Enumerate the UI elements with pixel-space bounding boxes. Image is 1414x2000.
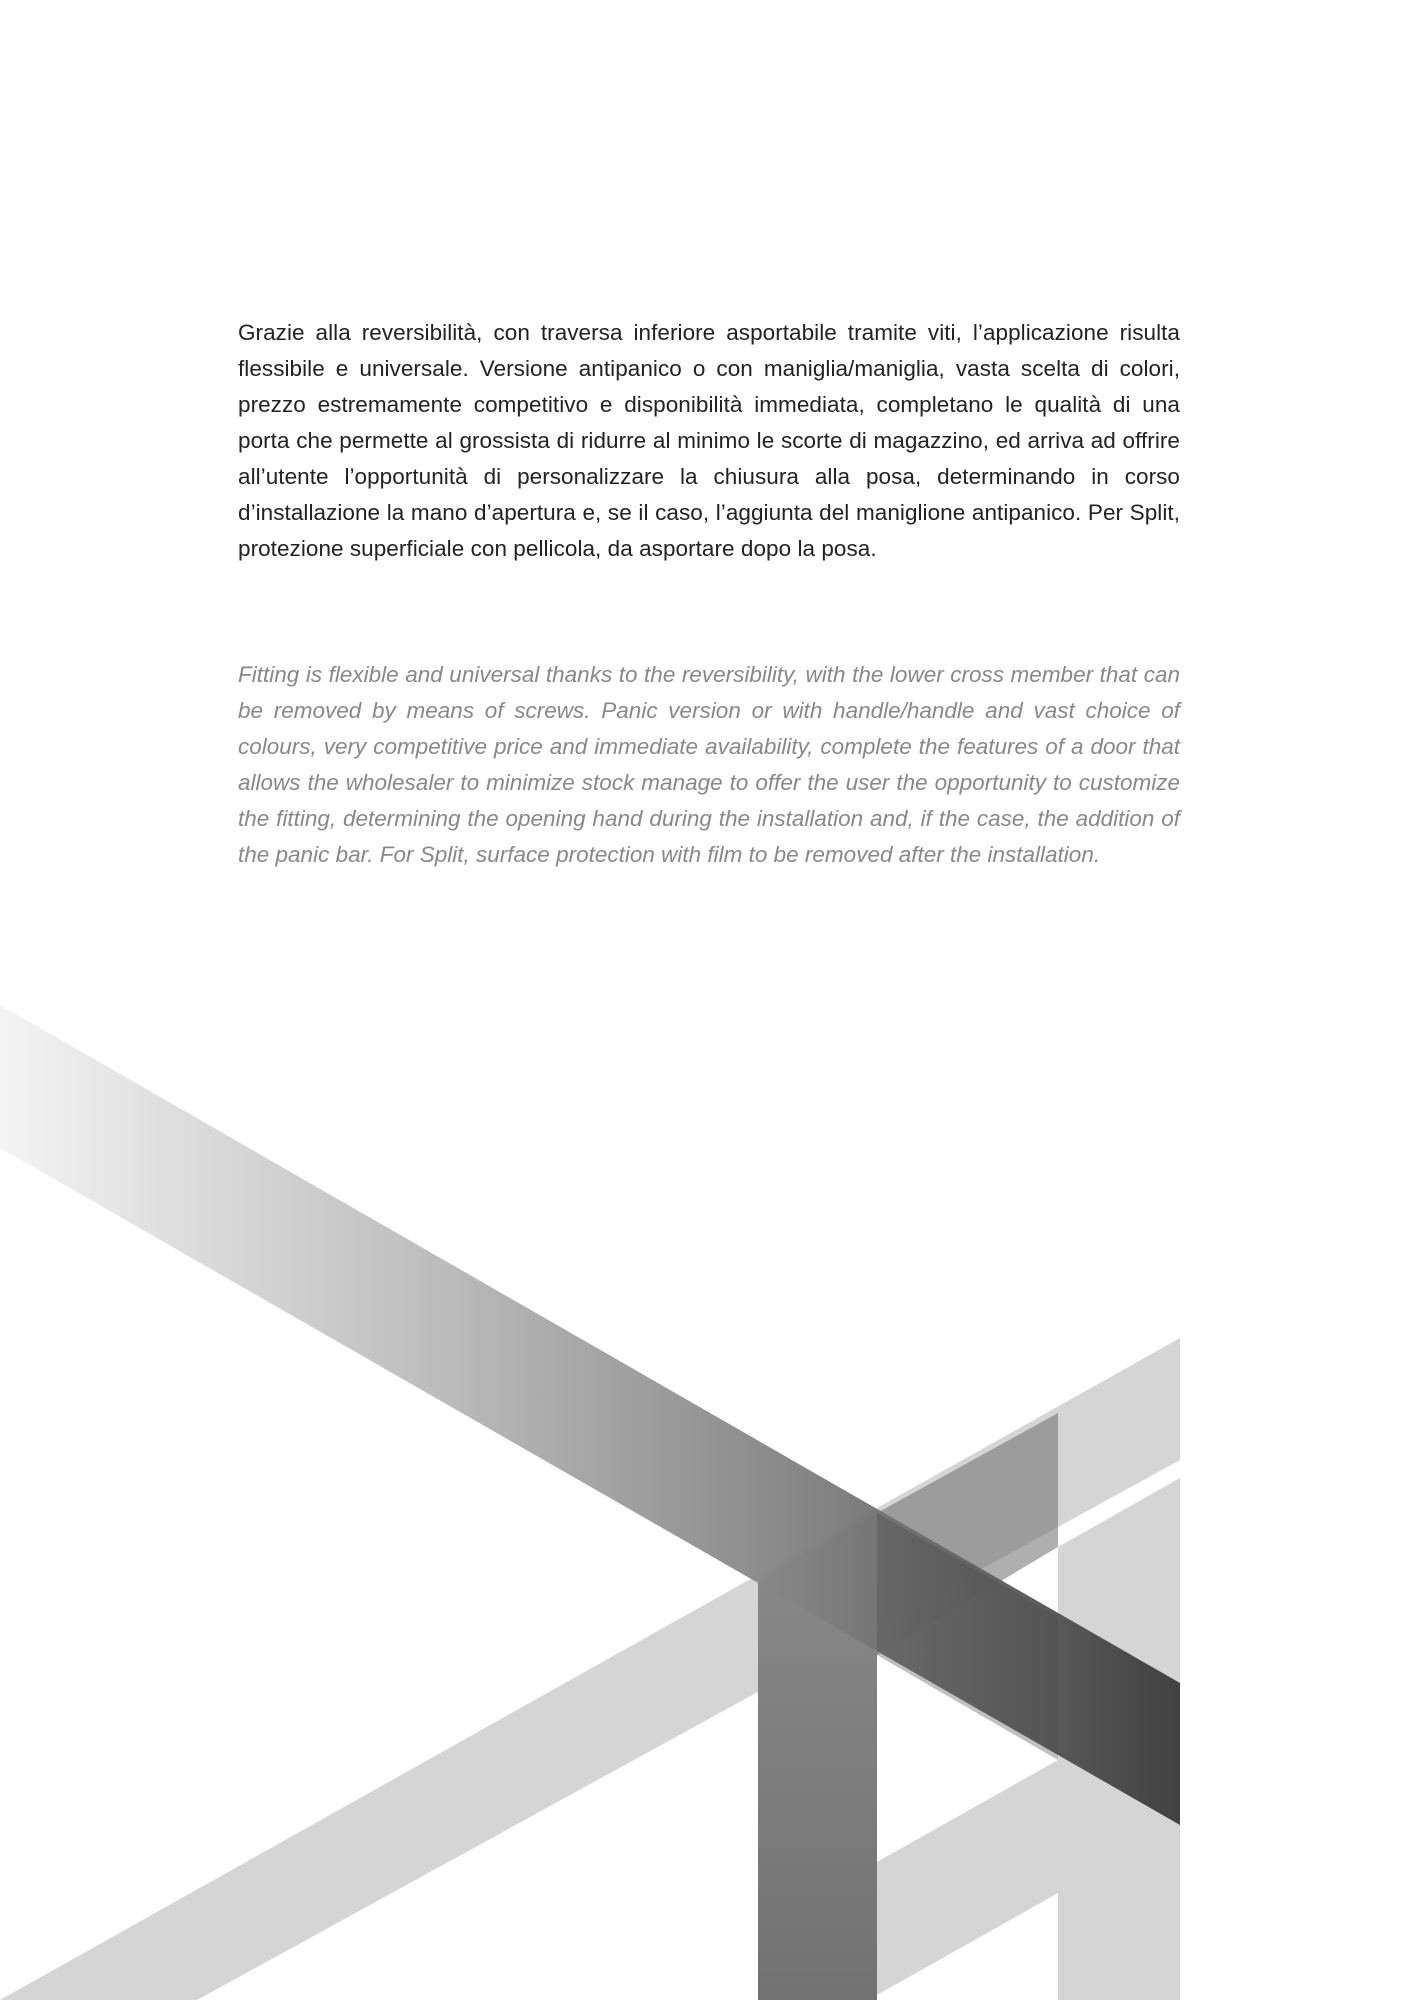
light-rising-band-lower	[0, 1338, 1180, 2000]
light-right-vertical-band	[1058, 1478, 1180, 2000]
dark-descending-band	[0, 1005, 1180, 1825]
italian-description-paragraph: Grazie alla reversibilità, con traversa inferiore asportabile tramite viti, l’applicazione risulta flessibile e universale. Versione antipanico o con maniglia/maniglia, vasta scelta di colori, prezzo estremamente competitivo e disponibilità immediata, completano le qualità di una porta che permette al grossista di ridurre al minimo le scorte di magazzino, ed arriva ad offrire all’utente l’opportunità di personalizzare la chiusura alla posa, determinando in corso d’installazione la mano d’apertura e, se il caso, l’aggiunta del maniglione antipanico. Per Split, protezione superficiale con pellicola, da asportare dopo la posa.	[238, 320, 1180, 561]
overlap-shade	[877, 1513, 1058, 1760]
inner-vertical-band	[877, 1413, 1058, 1655]
center-vertical-band	[758, 1513, 877, 2000]
light-cross-band-bottom	[877, 1760, 1058, 1995]
english-description-paragraph: Fitting is flexible and universal thanks to the reversibility, with the lower cross member that can be removed by means of screws. Panic version or with handle/handle and vast choice of colours, very competitive price and immediate availability, complete the features of a door that allows the wholesaler to minimize stock manage to offer the user the opportunity to customize the fitting, determining the opening hand during the installation and, if the case, the addition of the panic bar. For Split, surface protection with film to be removed after the installation.	[238, 662, 1180, 867]
